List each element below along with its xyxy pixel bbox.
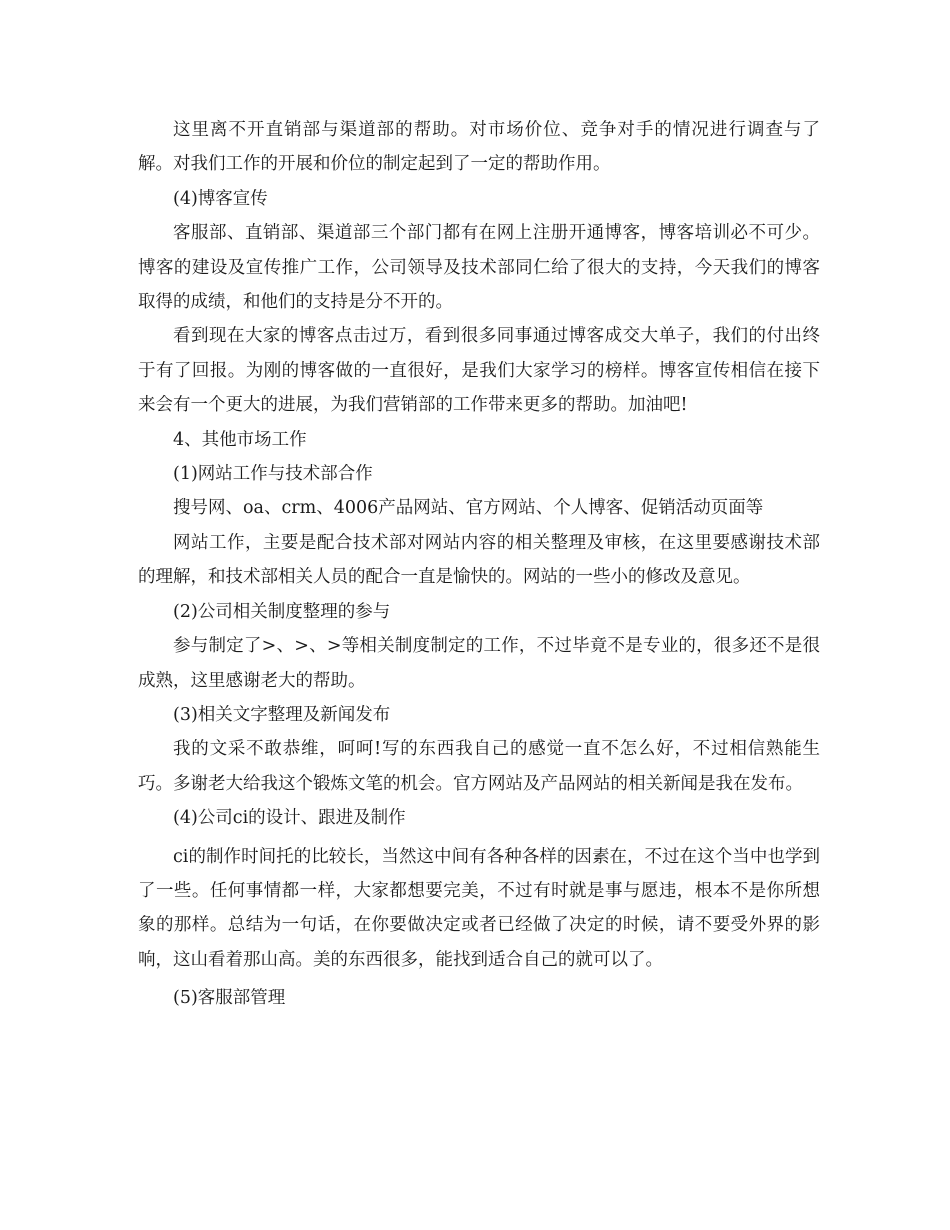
heading-website-work: (1)网站工作与技术部合作 [173,464,373,485]
paragraph-blog-setup: 客服部、直销部、渠道部三个部门都有在网上注册开通博客，博客培训必不可少。博客的建设及宣传推广工作，公司领导及技术部同仁给了很大的支持，今天我们的博客取得的成绩，和他们的支持是分不开的。 [138,223,820,313]
document-body [138,113,820,1016]
paragraph-text-news: 我的文采不敢恭维，呵呵!写的东西我自己的感觉一直不怎么好，不过相信熟能生巧。多谢老大给我这个锻炼文笔的机会。官方网站及产品网站的相关新闻是我在发布。 [138,739,820,794]
paragraph-website-review: 网站工作，主要是配合技术部对网站内容的相关整理及审核，在这里要感谢技术部的理解，和技术部相关人员的配合一直是愉快的。网站的一些小的修改及意见。 [138,532,820,588]
heading-customer-service: (5)客服部管理 [173,988,286,1009]
heading-blog-promotion: (4)博客宣传 [173,188,268,209]
paragraph-ci-design: ci的制作时间托的比较长，当然这中间有各种各样的因素在，不过在这个当中也学到了一些。任何事情都一样，大家都想要完美，不过有时就是事与愿违，根本不是你所想象的那样。总结为一句话，在你要做决定或者已经做了决定的时候，请不要受外界的影响，这山看着那山高。美的东西很多，能找到适合自己的就可以了。 [138,846,820,970]
paragraph-website-list: 搜号网、oa、crm、4006产品网站、官方网站、个人博客、促销活动页面等 [173,498,764,519]
heading-company-policy: (2)公司相关制度整理的参与 [173,601,391,622]
paragraph-market-research: 这里离不开直销部与渠道部的帮助。对市场价位、竞争对手的情况进行调查与了解。对我们工作的开展和价位的制定起到了一定的帮助作用。 [138,120,820,175]
heading-ci-design: (4)公司ci的设计、跟进及制作 [173,808,406,829]
heading-text-news: (3)相关文字整理及新闻发布 [173,704,391,725]
paragraph-company-policy: 参与制定了>、>、>等相关制度制定的工作，不过毕竟不是专业的，很多还不是很成熟，这里感谢老大的帮助。 [138,636,820,691]
heading-other-market-work: 4、其他市场工作 [173,429,307,450]
paragraph-blog-results: 看到现在大家的博客点击过万，看到很多同事通过博客成交大单子，我们的付出终于有了回报。为刚的博客做的一直很好，是我们大家学习的榜样。博客宣传相信在接下来会有一个更大的进展，为我们营销部的工作带来更多的帮助。加油吧! [138,326,820,416]
